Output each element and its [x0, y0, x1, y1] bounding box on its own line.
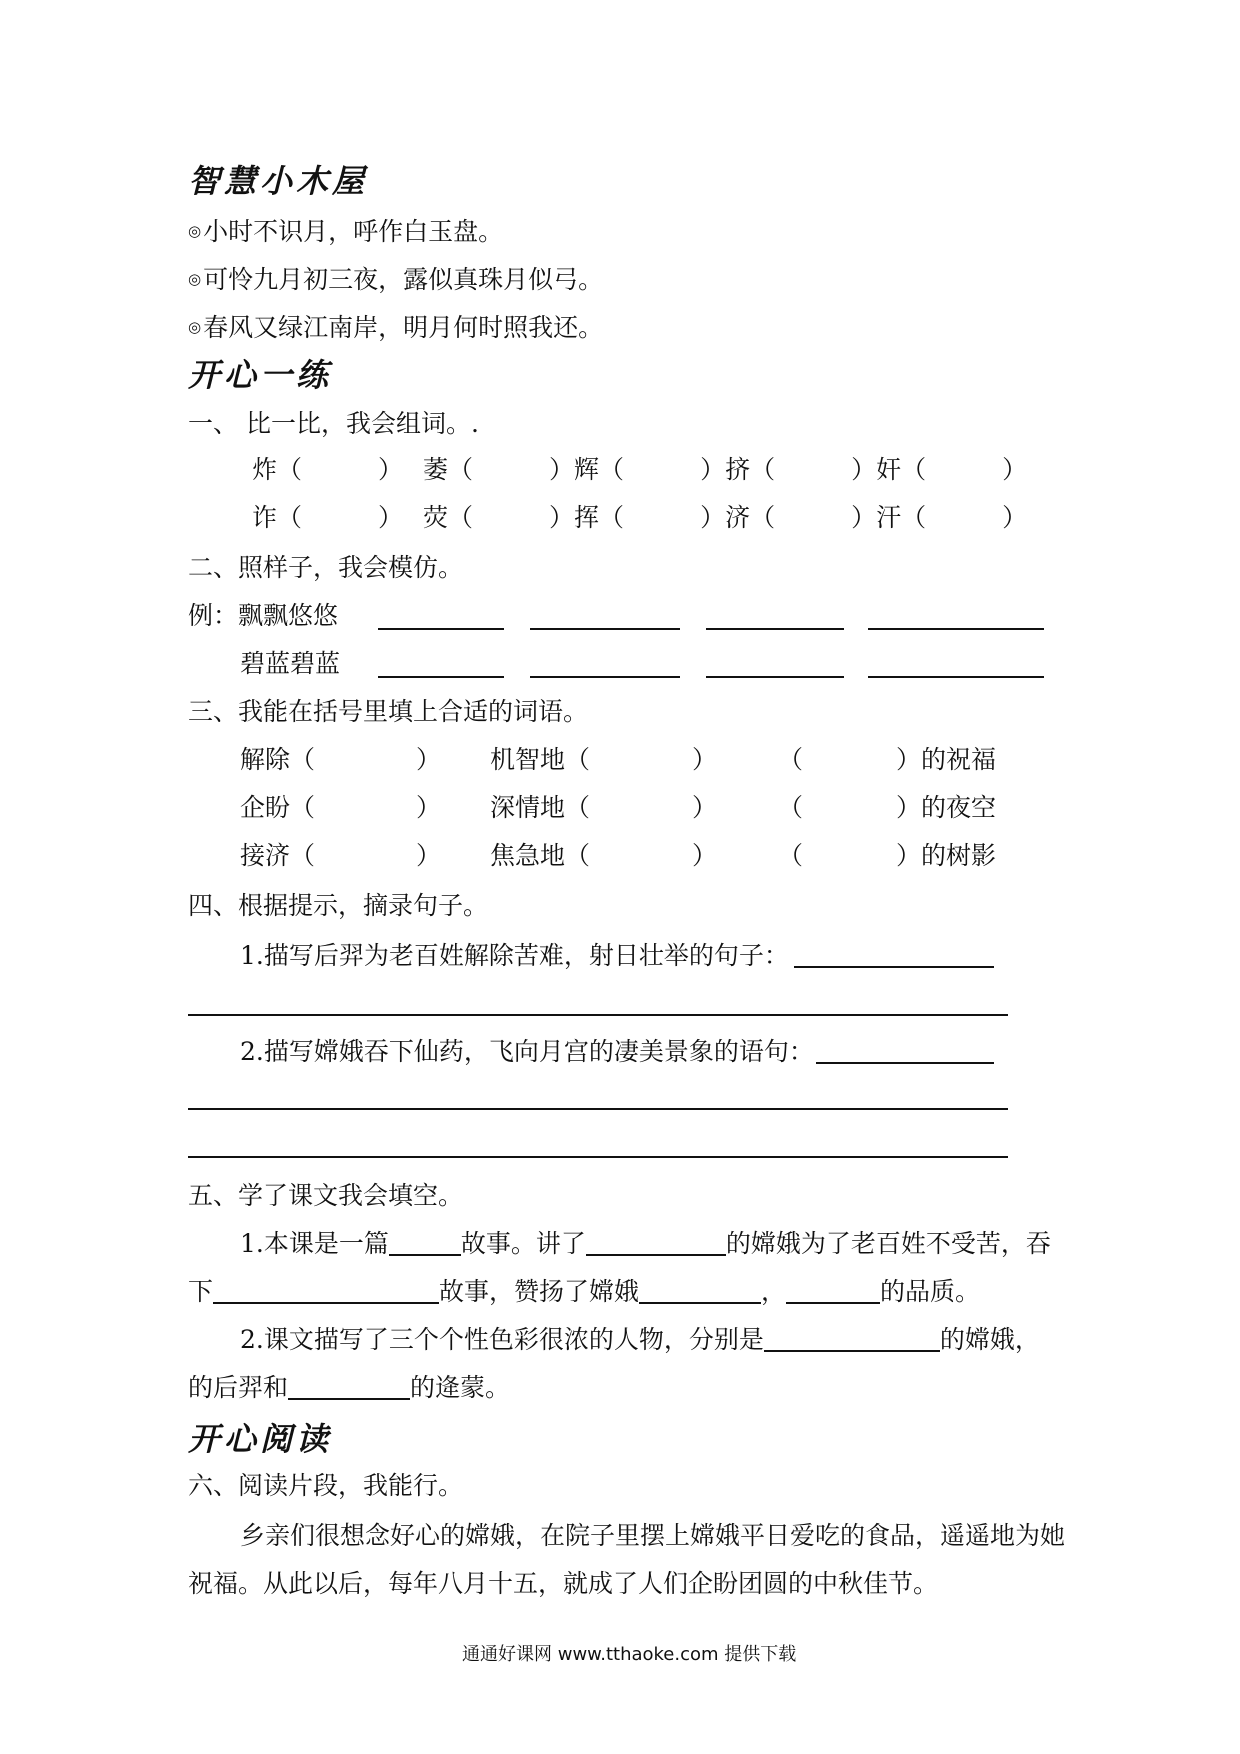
- bracket-close: ）: [416, 745, 442, 774]
- q6-paragraph-line-1: 乡亲们很想念好心的嫦娥，在院子里摆上嫦娥平日爱吃的食品，遥遥地为她: [240, 1521, 1066, 1550]
- answer-line[interactable]: [706, 676, 844, 678]
- section-title-wisdom: 智慧小木屋: [188, 162, 369, 200]
- q3-row-2-b: 深情地（: [490, 793, 591, 822]
- q5-line-3: 2.课文描写了三个个性色彩很浓的人物，分别是 的嫦娥，: [240, 1325, 1040, 1354]
- answer-line[interactable]: [530, 628, 680, 630]
- q5-line-2: 下 故事，赞扬了嫦娥 ， 的品质。: [188, 1277, 981, 1306]
- q5-line-4: 的后羿和 的逄蒙。: [188, 1373, 511, 1402]
- q3-title: 三、我能在括号里填上合适的词语。: [188, 697, 589, 726]
- q1-title: 一、 比一比，我会组词。.: [188, 409, 479, 438]
- section-title-practice: 开心一练: [188, 356, 333, 394]
- q5-title: 五、学了课文我会填空。: [188, 1181, 464, 1210]
- bracket-close: ）: [692, 745, 718, 774]
- q3-row-3-b: 焦急地（: [490, 841, 591, 870]
- poem-line-2: ◎可怜九月初三夜，露似真珠月似弓。: [188, 265, 604, 294]
- answer-blank[interactable]: [786, 1278, 880, 1304]
- answer-line[interactable]: [706, 628, 844, 630]
- bracket-close: ）: [416, 841, 442, 870]
- q2-example-1: 例：飘飘悠悠: [188, 601, 339, 630]
- answer-blank[interactable]: [213, 1278, 439, 1304]
- q3-row-2-a: 企盼（: [240, 793, 316, 822]
- answer-blank[interactable]: [586, 1230, 726, 1256]
- answer-line[interactable]: [378, 676, 504, 678]
- bracket-close: ）: [692, 793, 718, 822]
- q3-row-1-b: 机智地（: [490, 745, 591, 774]
- q2-example-2: 碧蓝碧蓝: [240, 649, 341, 678]
- poem-line-1: ◎小时不识月，呼作白玉盘。: [188, 217, 504, 246]
- bracket-open: （: [778, 745, 804, 774]
- poem-line-3: ◎春风又绿江南岸，明月何时照我还。: [188, 313, 604, 342]
- q3-row-3-c: ）的树影: [896, 841, 997, 870]
- bracket-open: （: [778, 841, 804, 870]
- q3-row-2-c: ）的夜空: [896, 793, 997, 822]
- answer-blank[interactable]: [389, 1230, 461, 1256]
- q5-line-1: 1.本课是一篇 故事。讲了 的嫦娥为了老百姓不受苦，吞: [240, 1229, 1051, 1258]
- q4-item-1: 1.描写后羿为老百姓解除苦难，射日壮举的句子：: [240, 941, 789, 970]
- q1-row-2: 诈（ ） 荧（ ）挥（ ）济（ ）汗（ ）: [252, 503, 1028, 532]
- q3-row-3-a: 接济（: [240, 841, 316, 870]
- answer-line[interactable]: [868, 628, 1044, 630]
- q1-row-1: 炸（ ） 萎（ ）辉（ ）挤（ ）奸（ ）: [252, 455, 1028, 484]
- q2-title: 二、照样子，我会模仿。: [188, 553, 464, 582]
- answer-blank[interactable]: [764, 1326, 940, 1352]
- q4-item-2: 2.描写嫦娥吞下仙药，飞向月宫的凄美景象的语句：: [240, 1037, 814, 1066]
- section-title-reading: 开心阅读: [188, 1420, 333, 1458]
- q6-paragraph-line-2: 祝福。从此以后，每年八月十五，就成了人们企盼团圆的中秋佳节。: [188, 1569, 939, 1598]
- answer-line[interactable]: [868, 676, 1044, 678]
- q4-title: 四、根据提示，摘录句子。: [188, 891, 489, 920]
- answer-blank[interactable]: [639, 1278, 761, 1304]
- q3-row-1-c: ）的祝福: [896, 745, 997, 774]
- footer-credit: 通通好课网 www.tthaoke.com 提供下载: [462, 1644, 797, 1665]
- bullet-icon: ◎: [188, 318, 202, 336]
- answer-line[interactable]: [188, 1156, 1008, 1158]
- answer-line[interactable]: [188, 1014, 1008, 1016]
- bullet-icon: ◎: [188, 222, 202, 240]
- q3-row-1-a: 解除（: [240, 745, 316, 774]
- answer-line[interactable]: [378, 628, 504, 630]
- answer-blank[interactable]: [288, 1374, 410, 1400]
- bullet-icon: ◎: [188, 270, 202, 288]
- answer-line[interactable]: [188, 1108, 1008, 1110]
- bracket-close: ）: [416, 793, 442, 822]
- answer-line[interactable]: [794, 966, 994, 968]
- answer-line[interactable]: [530, 676, 680, 678]
- bracket-open: （: [778, 793, 804, 822]
- bracket-close: ）: [692, 841, 718, 870]
- q6-title: 六、阅读片段，我能行。: [188, 1471, 464, 1500]
- answer-line[interactable]: [816, 1062, 994, 1064]
